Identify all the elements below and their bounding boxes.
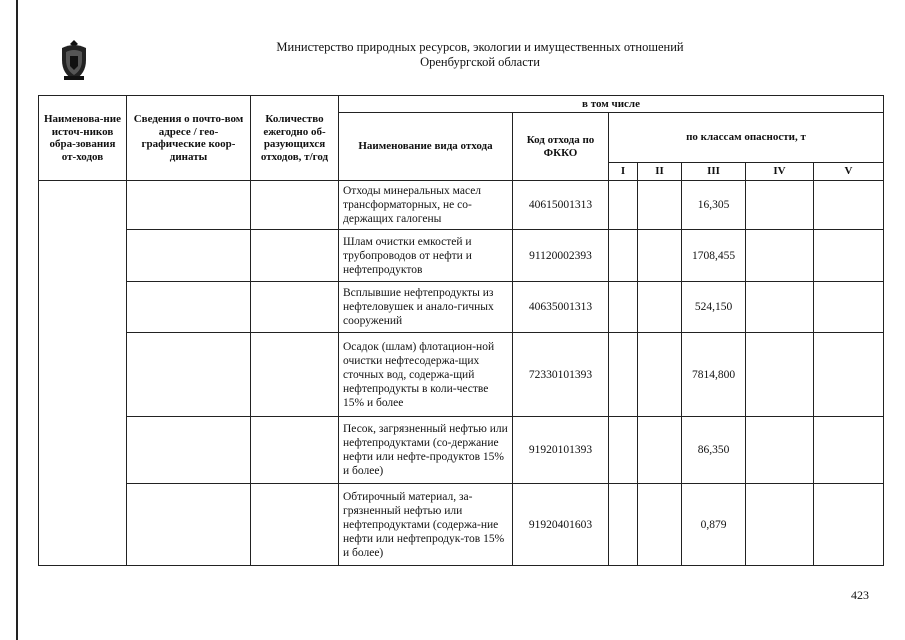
waste-name-cell: Шлам очистки емкостей и трубопроводов от нефти и нефтепродуктов: [339, 230, 513, 282]
address-cell: [127, 417, 251, 484]
table-row: [39, 230, 884, 282]
table-row: [39, 181, 884, 230]
class-iv-cell: [746, 181, 814, 230]
quantity-cell: [251, 230, 339, 282]
class-ii-cell: [638, 333, 682, 417]
class-iv-cell: [746, 333, 814, 417]
class-iii-cell: 1708,455: [682, 230, 746, 282]
class-ii-cell: [638, 417, 682, 484]
ministry-title: Министерство природных ресурсов, экологии и имущественных отношений: [276, 40, 684, 54]
header-address: Сведения о почто-вом адресе / гео-графические коор-динаты: [127, 96, 251, 181]
header-class-i: I: [609, 163, 638, 181]
class-i-cell: [609, 484, 638, 566]
address-cell: [127, 181, 251, 230]
header-including: в том числе: [339, 96, 884, 113]
table-row: [39, 333, 884, 417]
waste-name-cell: Всплывшие нефтепродукты из нефтеловушек и анало-гичных сооружений: [339, 282, 513, 333]
source-name-cell: [39, 181, 127, 566]
waste-code-cell: 91920101393: [513, 417, 609, 484]
coat-of-arms-icon: [56, 38, 92, 82]
header-hazard-classes: по классам опасности, т: [609, 113, 884, 163]
waste-name-cell: Обтирочный материал, за-грязненный нефтью или нефтепродуктами (содержа-ние нефти или нефтепродук-тов 15% и более): [339, 484, 513, 566]
class-v-cell: [814, 333, 884, 417]
quantity-cell: [251, 181, 339, 230]
header-class-ii: II: [638, 163, 682, 181]
address-cell: [127, 282, 251, 333]
class-iii-cell: 0,879: [682, 484, 746, 566]
class-i-cell: [609, 282, 638, 333]
waste-code-cell: 72330101393: [513, 333, 609, 417]
header-source-name: Наименова-ние источ-ников обра-зования от-ходов: [39, 96, 127, 181]
class-v-cell: [814, 282, 884, 333]
quantity-cell: [251, 282, 339, 333]
waste-code-cell: 91120002393: [513, 230, 609, 282]
class-v-cell: [814, 181, 884, 230]
class-i-cell: [609, 230, 638, 282]
class-iii-cell: 86,350: [682, 417, 746, 484]
header-waste-name: Наименование вида отхода: [339, 113, 513, 181]
scan-left-border: [16, 0, 18, 640]
region-title: Оренбургской области: [420, 55, 540, 69]
class-iv-cell: [746, 484, 814, 566]
address-cell: [127, 333, 251, 417]
class-iii-cell: 7814,800: [682, 333, 746, 417]
quantity-cell: [251, 417, 339, 484]
waste-table: [38, 95, 884, 566]
header-class-iv: IV: [746, 163, 814, 181]
class-i-cell: [609, 333, 638, 417]
class-iv-cell: [746, 417, 814, 484]
address-cell: [127, 484, 251, 566]
class-iii-cell: 16,305: [682, 181, 746, 230]
waste-code-cell: 40615001313: [513, 181, 609, 230]
class-i-cell: [609, 417, 638, 484]
page-number: 423: [851, 588, 869, 602]
table-row: [39, 282, 884, 333]
waste-code-cell: 91920401603: [513, 484, 609, 566]
class-v-cell: [814, 484, 884, 566]
table-row: [39, 484, 884, 566]
header-code: Код отхода по ФККО: [513, 113, 609, 181]
address-cell: [127, 230, 251, 282]
header-class-iii: III: [682, 163, 746, 181]
waste-code-cell: 40635001313: [513, 282, 609, 333]
quantity-cell: [251, 484, 339, 566]
class-iv-cell: [746, 230, 814, 282]
waste-name-cell: Отходы минеральных масел трансформаторных, не со-держащих галогены: [339, 181, 513, 230]
class-iv-cell: [746, 282, 814, 333]
header-quantity: Количество ежегодно об-разующихся отходов, т/год: [251, 96, 339, 181]
class-v-cell: [814, 230, 884, 282]
class-ii-cell: [638, 181, 682, 230]
class-i-cell: [609, 181, 638, 230]
header-class-v: V: [814, 163, 884, 181]
class-ii-cell: [638, 282, 682, 333]
class-ii-cell: [638, 484, 682, 566]
ministry-header: [200, 40, 760, 70]
table-row: [39, 417, 884, 484]
quantity-cell: [251, 333, 339, 417]
class-iii-cell: 524,150: [682, 282, 746, 333]
waste-name-cell: Осадок (шлам) флотацион-ной очистки нефтесодержа-щих сточных вод, содержа-щий нефтепродукты в коли-честве 15% и более: [339, 333, 513, 417]
class-ii-cell: [638, 230, 682, 282]
class-v-cell: [814, 417, 884, 484]
waste-name-cell: Песок, загрязненный нефтью или нефтепродуктами (со-держание нефти или нефте-продуктов 15% и более): [339, 417, 513, 484]
